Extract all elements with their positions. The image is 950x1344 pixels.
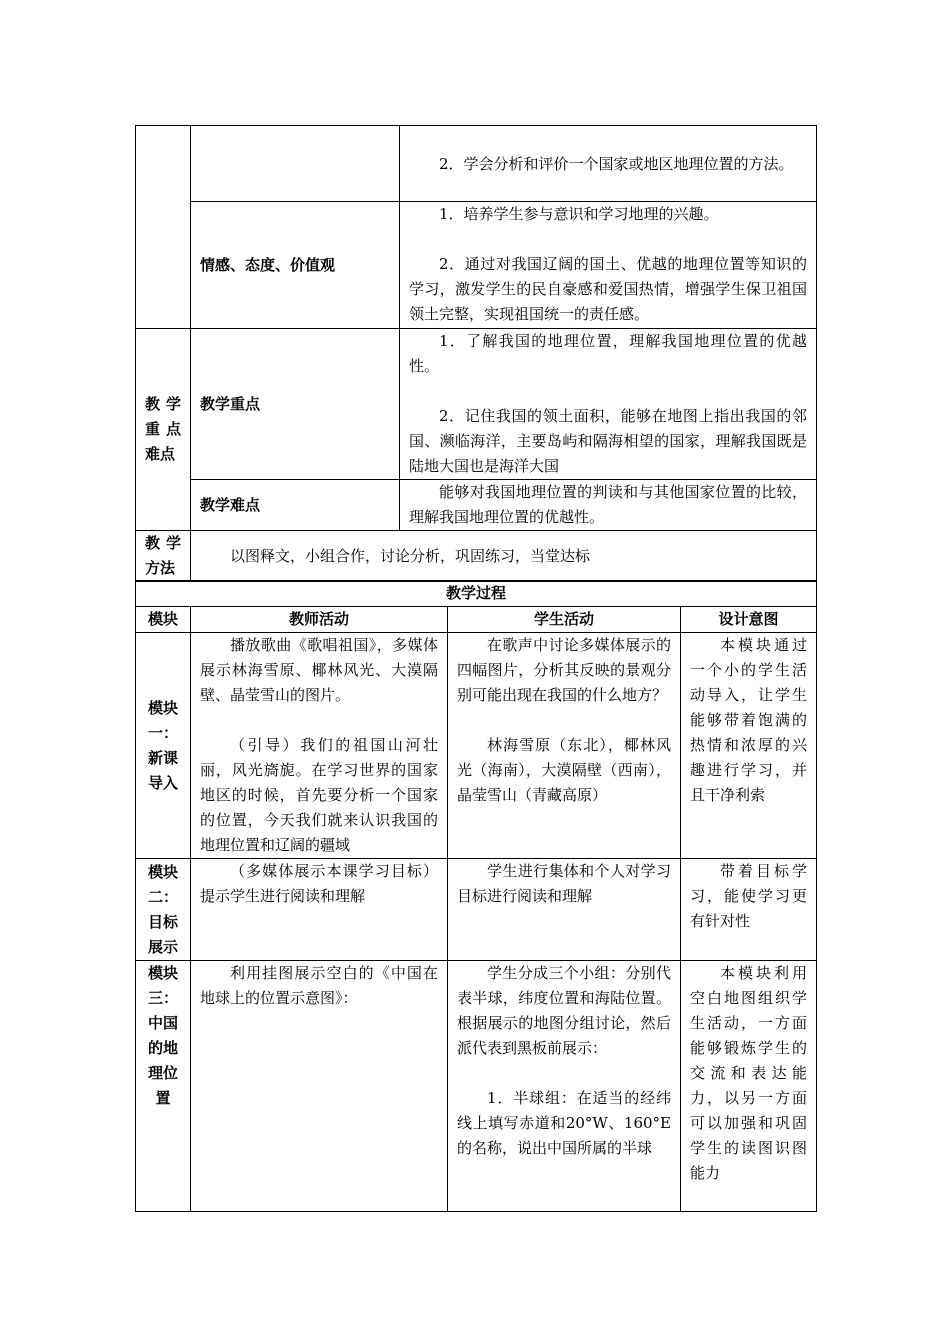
module1-student-p2: 林海雪原（东北），椰林风光（海南），大漠隔壁（西南），晶莹雪山（青藏高原） xyxy=(457,736,671,804)
module3-student-cell xyxy=(448,961,681,1212)
keypoints-label: 教学重点难点 xyxy=(145,395,181,463)
module3-student-p1: 学生分成三个小组：分别代表半球，纬度位置和海陆位置。根据展示的地图分组讨论，然后派代表到黑板前展示： xyxy=(457,964,671,1057)
module3-teacher-cell xyxy=(191,961,448,1212)
emotion-item-1: 1．培养学生参与意识和学习地理的兴趣。 xyxy=(439,205,719,223)
focus-item-2: 2．记住我国的领土面积，能够在地图上指出我国的邻国、濒临海洋，主要岛屿和隔海相望的国家，理解我国既是陆地大国也是海洋大国 xyxy=(409,407,807,475)
difficulty-label: 教学难点 xyxy=(200,495,261,514)
method-text: 以图释文，小组合作，讨论分析，巩固练习，当堂达标 xyxy=(230,546,591,565)
module2-intent-cell xyxy=(681,859,817,961)
difficulty-text: 能够对我国地理位置的判读和与其他国家位置的比较，理解我国地理位置的优越性。 xyxy=(409,483,807,526)
difficulty-content-cell xyxy=(400,480,817,531)
module3-student-p2: 1．半球组：在适当的经纬线上填写赤道和20°W、160°E的名称，说出中国所属的半球 xyxy=(457,1089,671,1157)
process-table xyxy=(135,580,817,1212)
header-intent: 设计意图 xyxy=(681,607,817,633)
module2-teacher: （多媒体展示本课学习目标）提示学生进行阅读和理解 xyxy=(200,862,438,905)
module1-teacher-p1: 播放歌曲《歌唱祖国》，多媒体展示林海雪原、椰林风光、大漠隔壁、晶莹雪山的图片。 xyxy=(200,636,438,704)
method-content-cell xyxy=(191,531,817,582)
module1-teacher-cell xyxy=(191,633,448,859)
module3-intent: 本模块利用空白地图组织学生活动，一方面能够锻炼学生的交流和表达能力，以另一方面可以加强和巩固学生的读图识图能力 xyxy=(690,964,808,1182)
module1-student-cell xyxy=(448,633,681,859)
module1-intent-cell xyxy=(681,633,817,859)
method-label: 教学方法 xyxy=(145,534,181,577)
module1-intent: 本模块通过一个小的学生活动导入，让学生能够带着饱满的热情和浓厚的兴趣进行学习，并且干净利索 xyxy=(690,636,808,804)
emotion-item-2: 2．通过对我国辽阔的国土、优越的地理位置等知识的学习，激发学生的民自豪感和爱国热情，增强学生保卫祖国领土完整，实现祖国统一的责任感。 xyxy=(409,255,807,323)
emotion-content-cell xyxy=(400,202,817,329)
keypoints-label-cell xyxy=(136,329,191,531)
module2-label-cell xyxy=(136,859,191,961)
skill-item-2: 2．学会分析和评价一个国家或地区地理位置的方法。 xyxy=(439,155,794,173)
process-title: 教学过程 xyxy=(446,584,507,602)
difficulty-label-cell xyxy=(191,480,400,531)
objectives-category-cell xyxy=(136,126,191,329)
focus-item-1: 1．了解我国的地理位置，理解我国地理位置的优越性。 xyxy=(409,332,807,375)
module3-intent-cell xyxy=(681,961,817,1212)
skill-content-cell xyxy=(400,126,817,202)
emotion-label: 情感、态度、价值观 xyxy=(200,255,336,274)
header-module: 模块 xyxy=(136,607,191,633)
process-title-cell xyxy=(136,581,817,607)
module3-label-cell xyxy=(136,961,191,1212)
module3-teacher: 利用挂图展示空白的《中国在地球上的位置示意图》： xyxy=(200,964,438,1007)
emotion-label-cell xyxy=(191,202,400,329)
module3-label: 模块三：中国的地理位置 xyxy=(147,964,178,1107)
objectives-table xyxy=(135,125,817,582)
skill-label-cell xyxy=(191,126,400,202)
header-teacher: 教师活动 xyxy=(191,607,448,633)
focus-label: 教学重点 xyxy=(200,394,261,413)
focus-label-cell xyxy=(191,329,400,480)
module1-student-p1: 在歌声中讨论多媒体展示的四幅图片，分析其反映的景观分别可能出现在我国的什么地方？ xyxy=(457,636,671,704)
module2-intent: 带着目标学习，能使学习更有针对性 xyxy=(690,862,808,930)
method-label-cell xyxy=(136,531,191,582)
module1-teacher-p2: （引导）我们的祖国山河壮丽，风光旖旎。在学习世界的国家地区的时候，首先要分析一个国家的位置，今天我们就来认识我国的地理位置和辽阔的疆域 xyxy=(200,736,438,854)
focus-content-cell xyxy=(400,329,817,480)
module2-student-cell xyxy=(448,859,681,961)
module1-label: 模块一：新课导入 xyxy=(147,698,178,792)
module2-label: 模块二：目标展示 xyxy=(147,862,178,956)
header-student: 学生活动 xyxy=(448,607,681,633)
module2-student: 学生进行集体和个人对学习目标进行阅读和理解 xyxy=(457,862,671,905)
module1-label-cell xyxy=(136,633,191,859)
module2-teacher-cell xyxy=(191,859,448,961)
